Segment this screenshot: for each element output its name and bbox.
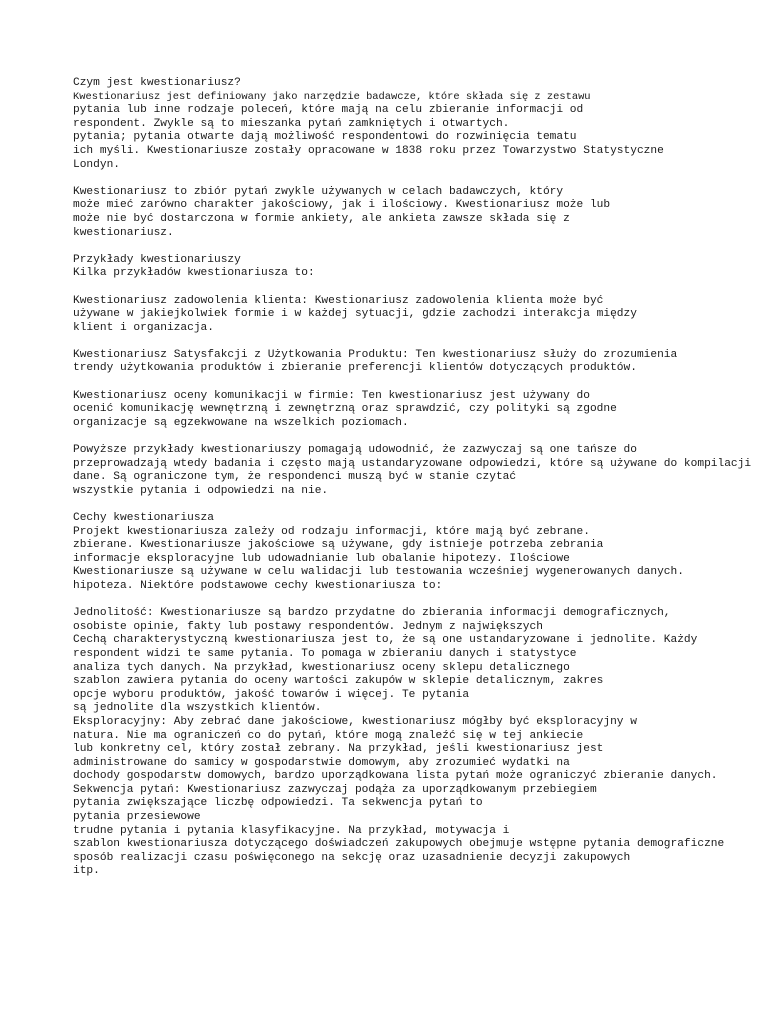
- text-line: respondent. Zwykle są to mieszanka pytań zamkniętych i otwartych.: [73, 117, 510, 130]
- text-line: Kwestionariusz Satysfakcji z Użytkowania Produktu: Ten kwestionariusz służy do zrozumienia: [73, 348, 678, 361]
- text-line: Sekwencja pytań: Kwestionariusz zazwyczaj podąża za uporządkowanym przebiegiem: [73, 783, 597, 796]
- text-line: Londyn.: [73, 158, 120, 171]
- text-line: zbierane. Kwestionariusze jakościowe są używane, gdy istnieje potrzeba zebrania: [73, 539, 604, 552]
- text-line: organizacje są egzekwowane na wszelkich poziomach.: [73, 416, 409, 429]
- text-line: ich myśli. Kwestionariusze zostały opracowane w 1838 roku przez Towarzystwo Statystyczne: [73, 144, 664, 157]
- text-line: analiza tych danych. Na przykład, kwestionariusz oceny sklepu detalicznego: [73, 661, 570, 674]
- text-line: Jednolitość: Kwestionariusze są bardzo przydatne do zbierania informacji demograficznych,: [73, 607, 671, 620]
- blank-line: [73, 240, 768, 254]
- text-line: administrowane do samicy w gospodarstwie domowym, aby zrozumieć wydatki na: [73, 756, 570, 769]
- document-text: [73, 77, 768, 879]
- text-line: natura. Nie ma ograniczeń co do pytań, które mogą znaleźć się w tej ankiecie: [73, 729, 584, 742]
- text-line: szablon zawiera pytania do oceny wartości zakupów w sklepie detalicznym, zakres: [73, 675, 604, 688]
- text-line: hipoteza. Niektóre podstawowe cechy kwestionariusza to:: [73, 579, 443, 592]
- text-line: opcje wyboru produktów, jakość towarów i więcej. Te pytania: [73, 688, 470, 701]
- text-line: ocenić komunikację wewnętrzną i zewnętrzną oraz sprawdzić, czy polityki są zgodne: [73, 403, 617, 416]
- blank-line: [73, 335, 768, 349]
- text-line: informacje eksploracyjne lub udowadnianie lub obalanie hipotezy. Ilościowe: [73, 552, 570, 565]
- text-line: Kwestionariusz jest definiowany jako narzędzie badawcze, które składa się z zestawu: [73, 90, 591, 103]
- text-line: sposób realizacji czasu poświęconego na sekcję oraz uzasadnienie decyzji zakupowych: [73, 851, 631, 864]
- text-line: może nie być dostarczona w formie ankiety, ale ankieta zawsze składa się z: [73, 212, 570, 225]
- text-line: Powyższe przykłady kwestionariuszy pomagają udowodnić, że zazwyczaj są one tańsze do: [73, 444, 637, 457]
- text-line: Cechą charakterystyczną kwestionariusza jest to, że są one ustandaryzowane i jednolite. Każdy: [73, 634, 698, 647]
- text-line: Kwestionariusze są używane w celu walidacji lub testowania wcześniej wygenerowanych danych.: [73, 566, 684, 579]
- text-line: respondent widzi te same pytania. To pomaga w zbieraniu danych i statystyce: [73, 647, 577, 660]
- text-line: Cechy kwestionariusza: [73, 512, 214, 524]
- text-line: Kwestionariusz to zbiór pytań zwykle używanych w celach badawczych, który: [73, 185, 564, 198]
- text-line: szablon kwestionariusza dotyczącego doświadczeń zakupowych obejmuje wstępne pytania demograficzne: [73, 838, 725, 851]
- text-line: Eksploracyjny: Aby zebrać dane jakościowe, kwestionariusz mógłby być eksploracyjny w: [73, 715, 637, 728]
- text-line: osobiste opinie, fakty lub postawy respondentów. Jednym z największych: [73, 620, 543, 633]
- text-line: pytania lub inne rodzaje poleceń, które mają na celu zbieranie informacji od: [73, 104, 584, 117]
- text-line: Kwestionariusz zadowolenia klienta: Kwestionariusz zadowolenia klienta może być: [73, 294, 604, 307]
- text-line: używane w jakiejkolwiek formie i w każdej sytuacji, gdzie zachodzi interakcja między: [73, 308, 637, 321]
- text-line: Kilka przykładów kwestionariusza to:: [73, 267, 315, 280]
- text-line: Czym jest kwestionariusz?: [73, 77, 241, 89]
- text-line: dochody gospodarstw domowych, bardzo uporządkowana lista pytań może ograniczyć zbieranie danych.: [73, 770, 718, 783]
- text-line: są jednolite dla wszystkich klientów.: [73, 702, 322, 715]
- blank-line: [73, 172, 768, 186]
- text-line: przeprowadzają wtedy badania i często mają ustandaryzowane odpowiedzi, które są używane do kompilacji: [73, 457, 752, 470]
- text-line: lub konkretny cel, który został zebrany. Na przykład, jeśli kwestionariusz jest: [73, 743, 604, 756]
- text-line: Przykłady kwestionariuszy: [73, 253, 241, 266]
- text-line: kwestionariusz.: [73, 226, 174, 239]
- text-line: klient i organizacja.: [73, 321, 214, 334]
- text-line: trudne pytania i pytania klasyfikacyjne. Na przykład, motywacja i: [73, 824, 510, 837]
- text-line: trendy użytkowania produktów i zbieranie preferencji klientów dotyczących produktów.: [73, 362, 637, 375]
- blank-line: [73, 281, 768, 295]
- blank-line: [73, 376, 768, 390]
- text-line: itp.: [73, 865, 100, 878]
- text-line: dane. Są ograniczone tym, że respondenci muszą być w stanie czytać: [73, 471, 517, 484]
- text-line: pytania; pytania otwarte dają możliwość respondentowi do rozwinięcia tematu: [73, 131, 577, 144]
- text-line: pytania zwiększające liczbę odpowiedzi. Ta sekwencja pytań to: [73, 797, 483, 810]
- text-line: Kwestionariusz oceny komunikacji w firmie: Ten kwestionariusz jest używany do: [73, 389, 590, 402]
- text-line: może mieć zarówno charakter jakościowy, jak i ilościowy. Kwestionariusz może lub: [73, 199, 611, 212]
- text-line: pytania przesiewowe: [73, 811, 201, 824]
- text-line: wszystkie pytania i odpowiedzi na nie.: [73, 484, 329, 497]
- blank-line: [73, 430, 768, 444]
- blank-line: [73, 594, 768, 608]
- text-line: Projekt kwestionariusza zależy od rodzaju informacji, które mają być zebrane.: [73, 525, 590, 538]
- blank-line: [73, 498, 768, 512]
